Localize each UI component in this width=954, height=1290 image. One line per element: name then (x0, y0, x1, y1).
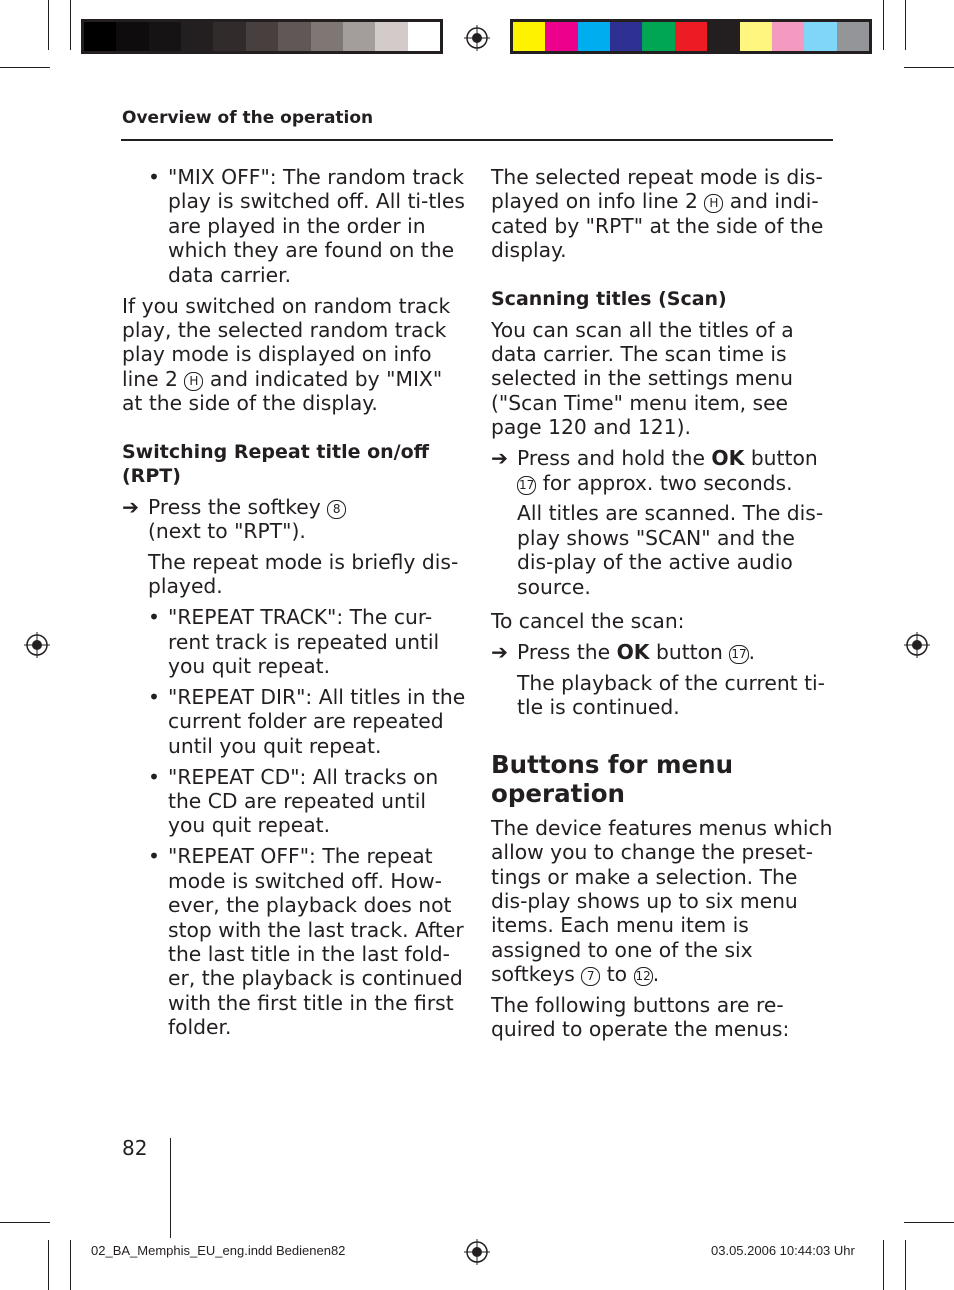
bullet: • (148, 165, 160, 189)
list-item (122, 685, 467, 758)
arrow-icon: ➔ (491, 446, 508, 471)
ref-12-badge: 12 (634, 967, 653, 986)
step-result: The playback of the current ti-tle is continued. (517, 670, 825, 720)
instruction-step (491, 446, 836, 495)
random-play-text-2: and indicated by "MIX" at the side of the display. (122, 366, 443, 416)
crop-mark (48, 0, 49, 50)
header-rule (121, 139, 833, 141)
repeat-track-text: "REPEAT TRACK": The cur-rent track is repeated until you quit repeat. (168, 605, 440, 678)
page-header: Overview of the operation (122, 108, 374, 128)
color-patch (343, 22, 375, 51)
step-text: Press the (517, 640, 611, 664)
color-patch (116, 22, 148, 51)
step-text-2: button (655, 640, 723, 664)
color-patch (804, 22, 836, 51)
arrow-icon: ➔ (122, 494, 139, 519)
list-item (122, 765, 467, 838)
registration-mark-icon (464, 1239, 490, 1265)
ref-h-badge: H (704, 194, 723, 213)
color-patch (772, 22, 804, 51)
footer-filename: 02_BA_Memphis_EU_eng.indd Bedienen82 (91, 1243, 346, 1258)
list-item (122, 165, 467, 287)
ref-7-badge: 7 (581, 967, 600, 986)
crop-mark (904, 67, 954, 68)
bullet: • (148, 605, 160, 630)
step-result: All titles are scanned. The dis-play shows "SCAN" and the dis-play of the active audio source. (517, 501, 824, 599)
section-title: Buttons for menu operation (491, 749, 734, 808)
color-patch (246, 22, 278, 51)
color-patch (675, 22, 707, 51)
section-heading: Scanning titles (Scan) (491, 287, 727, 310)
crop-mark (48, 1240, 49, 1290)
color-patch (181, 22, 213, 51)
color-patch (740, 22, 772, 51)
ok-key-label: OK (711, 446, 745, 471)
color-patch (513, 22, 545, 51)
device-text-end: . (652, 962, 660, 987)
device-text-to: to (606, 962, 628, 987)
paragraph (491, 816, 836, 987)
step-result: The repeat mode is briefly dis-played. (148, 549, 459, 599)
left-column (122, 165, 467, 1046)
color-patch (545, 22, 577, 51)
random-play-text: If you switched on random track play, the selected random track play mode is displayed on info line 2 (122, 293, 451, 391)
color-patch (707, 22, 739, 51)
registration-mark-icon (464, 25, 490, 51)
color-patch (578, 22, 610, 51)
color-patch (149, 22, 181, 51)
list-item (122, 844, 467, 1039)
right-column (491, 165, 836, 1048)
footer-timestamp: 03.05.2006 10:44:03 Uhr (711, 1243, 855, 1258)
repeat-off-text: "REPEAT OFF": The repeat mode is switched off. How-ever, the playback does not stop with the last track. After the last title in the last fold-er, the playback is continued with the first title in the first folder. (168, 844, 464, 1040)
crop-mark (883, 0, 884, 50)
repeat-dir-text: "REPEAT DIR": All titles in the current folder are repeated until you quit repeat. (168, 684, 466, 758)
color-patch (311, 22, 343, 51)
crop-mark (70, 0, 71, 50)
grayscale-color-bar (81, 19, 443, 54)
paragraph (122, 294, 467, 416)
cmyk-color-bar (510, 19, 872, 54)
color-patch (375, 22, 407, 51)
selected-mode-text: The selected repeat mode is dis-played on info line 2 (491, 165, 823, 214)
device-text: The device features menus which allow you to change the preset-tings or make a selection. The dis-play shows up to six menu items. Each menu item is assigned to one of the six softkeys (491, 815, 833, 987)
registration-mark-icon (24, 632, 50, 658)
crop-mark (70, 1240, 71, 1290)
step-text: Press and hold the (517, 446, 705, 471)
instruction-step (122, 495, 467, 544)
crop-mark (0, 1222, 50, 1223)
crop-mark (905, 1240, 906, 1290)
color-patch (278, 22, 310, 51)
bullet: • (148, 844, 160, 869)
ref-17-badge: 17 (517, 476, 536, 495)
registration-mark-icon (904, 632, 930, 658)
crop-mark (170, 1138, 171, 1238)
list-item (122, 605, 467, 678)
step-text-3: . (748, 640, 756, 664)
section-heading: Switching Repeat title on/off (RPT) (122, 440, 430, 487)
color-patch (610, 22, 642, 51)
instruction-step (491, 640, 836, 664)
crop-mark (905, 0, 906, 50)
bullet: • (148, 684, 160, 709)
paragraph: You can scan all the titles of a data carrier. The scan time is selected in the settings menu ("Scan Time" menu item, see page 120 and 121). (491, 317, 794, 440)
color-patch (642, 22, 674, 51)
paragraph: To cancel the scan: (491, 609, 685, 634)
bullet: • (148, 764, 160, 789)
page-number: 82 (122, 1136, 148, 1160)
color-patch (837, 22, 869, 51)
ref-8-badge: 8 (327, 500, 346, 519)
selected-mode-text-2: and indi-cated by "RPT" at the side of the display. (491, 189, 824, 263)
color-patch (213, 22, 245, 51)
paragraph: The following buttons are re-quired to operate the menus: (491, 993, 790, 1042)
ref-17-badge: 17 (729, 645, 748, 664)
crop-mark (904, 1222, 954, 1223)
repeat-cd-text: "REPEAT CD": All tracks on the CD are repeated until you quit repeat. (168, 764, 439, 838)
ok-key-label: OK (616, 640, 650, 664)
step-text: Press the softkey (148, 494, 321, 519)
step-text-3: for approx. two seconds. (542, 470, 793, 495)
crop-mark (883, 1240, 884, 1290)
mix-off-text: "MIX OFF": The random track play is switched off. All ti-tles are played in the order in which they are found on the data carrier. (168, 165, 465, 287)
arrow-icon: ➔ (491, 640, 508, 664)
ref-h-badge: H (184, 372, 203, 391)
color-patch (84, 22, 116, 51)
crop-mark (0, 67, 50, 68)
step-text-2: (next to "RPT"). (148, 518, 306, 543)
paragraph (491, 165, 836, 263)
color-patch (408, 22, 440, 51)
step-text-2: button (750, 446, 818, 471)
